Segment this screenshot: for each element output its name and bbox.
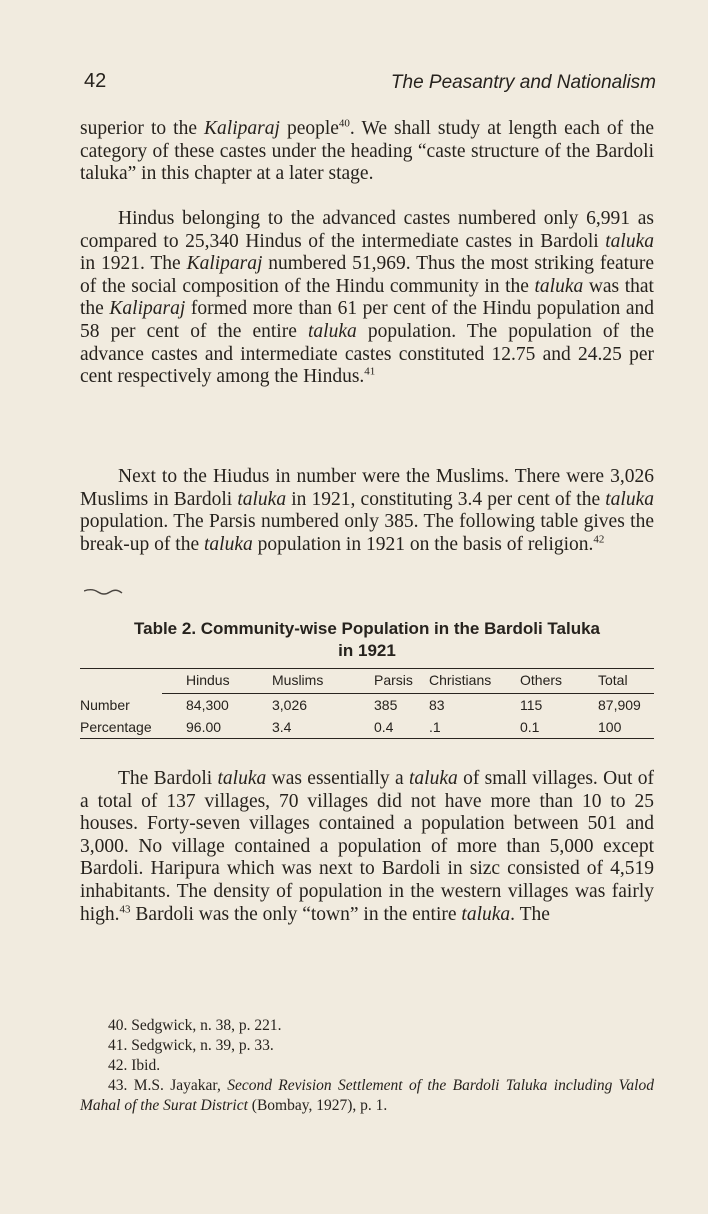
table-row [80,694,654,716]
population-table [80,618,654,739]
text-run: formed more than 61 per cent of the Hindu population and 58 per cent of the entire [80,298,654,342]
text-run: 43. M.S. Jayakar, [108,1077,228,1094]
italic-term: Kaliparaj [186,253,263,275]
italic-term: taluka [217,768,267,789]
column-header: Total [598,672,628,688]
column-header: Parsis [374,672,413,688]
table-rule-bottom [80,738,654,739]
table-cell: 0.4 [374,719,394,735]
text-run: population. The Parsis numbered only 385. The following table gives the break-up of the [80,511,654,555]
text-run: of small villages. Out of a total of 137 villages, 70 villages did not have more than 10 to 25 houses. Forty-seven villages contained a population between 501 and 3,000. No village contained a population of more than 5,000 except Bardoli. Haripura which was next to Bardoli in sizc consisted of 4,519 inhabitants. The density of population in the western villages was fairly high. [80,768,655,925]
text-run: Hindus belonging to the advanced castes numbered only 6,991 as compared to 25,340 Hindus of the intermediate castes in Bardoli [80,208,654,252]
row-label: Number [80,697,130,713]
table-cell: 87,909 [598,697,641,713]
footnote-43 [80,1076,654,1116]
paragraph-1 [80,118,654,186]
italic-term: taluka [237,488,287,510]
table-caption-line-2: in 1921 [338,641,396,660]
text-run: Next to the Hiudus in number were the Muslims. There were 3,026 Muslims in Bardoli [80,466,654,510]
footnote-42: 42. Ibid. [108,1057,161,1074]
text-run: population in 1921 on the basis of religion. [252,533,594,555]
page-number: 42 [84,70,107,92]
table-cell: .1 [429,719,441,735]
column-header: Muslims [272,672,324,688]
text-run: numbered 51,969. Thus the most striking feature of the social composition of the Hindu community in the [80,253,654,297]
paragraph-3 [80,466,654,556]
table-cell: 96.00 [186,719,222,735]
column-header: Christians [429,672,492,688]
text-run: was that the [80,275,654,320]
text-run: people [279,118,339,139]
italic-term: taluka [534,275,584,297]
page-header [84,70,656,104]
text-run: in 1921. The [80,253,187,275]
italic-term: taluka [461,903,511,925]
italic-term: Kaliparaj [204,118,280,139]
footnote-ref: 40 [338,117,350,130]
italic-term: taluka [605,488,654,510]
italic-title: Second Revision Settlement of the Bardoli Taluka including Valod Mahal of the Surat District [80,1077,654,1114]
text-run: The Bardoli [118,768,218,789]
italic-term: taluka [307,320,357,342]
table-row [80,716,654,738]
table-cell: 0.1 [520,719,540,735]
text-run: was essentially a [266,768,409,789]
running-title: The Peasantry and Nationalism [390,72,656,93]
footnote-ref: 42 [593,533,605,546]
table-cell: 3,026 [272,697,308,713]
footnotes [80,1016,654,1116]
text-run: in 1921, constituting 3.4 per cent of the [286,488,606,510]
text-run: . The [510,903,550,925]
table-caption [80,618,654,662]
paragraph-4 [80,768,654,926]
table-cell: 115 [520,697,543,713]
paragraph-2 [80,208,654,389]
row-label: Percentage [80,719,152,735]
table-cell: 385 [374,697,398,713]
footnote-40: 40. Sedgwick, n. 38, p. 221. [108,1017,282,1034]
italic-term: taluka [204,533,253,555]
text-run: (Bombay, 1927), p. 1. [247,1097,388,1114]
text-run: population. The population of the advance castes and intermediate castes constituted 12.75 and 24.25 per cent respectively among the Hindus. [80,320,654,388]
table-header-row [80,669,654,693]
table-cell: 83 [429,697,445,713]
table-cell: 100 [598,719,622,735]
text-run: superior to the [80,118,205,139]
text-run: . We shall study at length each of the category of these castes under the heading “caste structure of the Bardoli taluka” in this chapter at a later stage. [80,118,654,185]
italic-term: taluka [605,230,654,252]
pencil-mark [84,587,124,597]
table-caption-line-1: Table 2. Community-wise Population in the Bardoli Taluka [134,619,600,638]
italic-term: Kaliparaj [109,298,186,320]
footnote-ref: 41 [364,365,376,378]
column-header: Others [520,672,563,688]
footnote-41: 41. Sedgwick, n. 39, p. 33. [108,1037,274,1054]
table-cell: 84,300 [186,697,229,713]
italic-term: taluka [408,768,458,789]
text-run: Bardoli was the only “town” in the entire [130,903,462,925]
table-cell: 3.4 [272,719,292,735]
footnote-ref: 43 [119,903,131,916]
column-header: Hindus [186,672,230,688]
